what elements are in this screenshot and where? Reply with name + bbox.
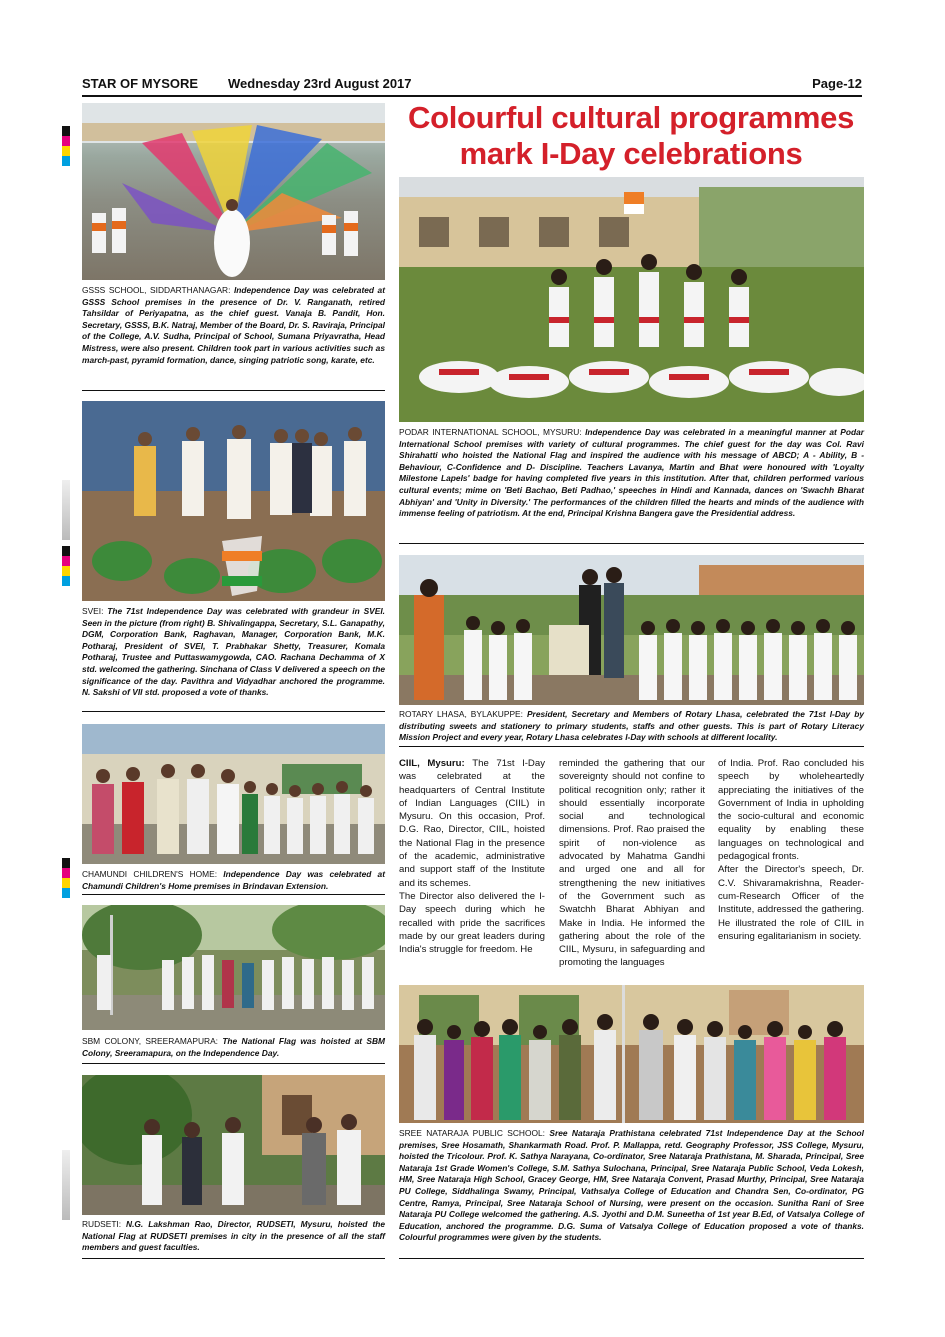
sbm-caption-rule	[82, 1063, 385, 1064]
rudseti-photo-art	[82, 1075, 385, 1215]
chamundi-caption-rule	[82, 894, 385, 895]
chamundi-caption: CHAMUNDI CHILDREN'S HOME: Independence Day was celebrated at Chamundi Children's Home premises in Brindavan Extension.	[82, 869, 386, 891]
chamundi-photo-art	[82, 724, 385, 864]
sree-nataraja-photo	[399, 985, 864, 1123]
headline-line-1: Colourful cultural programmes	[407, 100, 855, 135]
ciil-article-col-1	[399, 757, 545, 956]
ciil-article-col-3	[718, 757, 864, 943]
registration-marks-middle	[62, 546, 70, 586]
podar-photo-art	[399, 177, 864, 422]
svei-caption-rule	[82, 711, 385, 712]
sbm-photo-art	[82, 905, 385, 1030]
issue-date: Wednesday 23rd August 2017	[228, 76, 412, 91]
masthead-rule	[82, 95, 862, 97]
masthead	[82, 76, 862, 94]
headline-line-2: mark I-Day celebrations	[459, 136, 803, 171]
rudseti-caption-rule	[82, 1258, 385, 1259]
gray-scale-strip	[62, 480, 70, 540]
gray-scale-strip	[62, 1150, 70, 1220]
podar-caption-rule	[399, 543, 864, 544]
rotary-photo-art	[399, 555, 864, 705]
rotary-lhasa-photo	[399, 555, 864, 705]
podar-caption: PODAR INTERNATIONAL SCHOOL, MYSURU: Independence Day was celebrated in a meaningful manner at Podar International School premises with variety of cultural programmes. The chief guest for the day was Col. Ravi Shirahatti who hoisted the National Flag and inspired the audience with his message of ABCD; A - Ability, B - Behaviour, C-Confidence and D- Discipline. Teachers Lavanya, Martin and Bhat were honoured with 'Loyalty Milestone Lapels' badge for having completed five years in this institution. After that, children performed various cultural events; mime on 'Beti Bachao, Beti Padhao,' speeches in Hindi and Kannada, dances on 'Swachh Bharat Abhiyan' and 'Unity in Diversity.' The performances of the children filled the hearts and minds of the audience with immense feeling of patriotism. At the end, Principal Krishna Bangera gave the Presidential address.	[399, 427, 865, 519]
article-dateline: CIIL, Mysuru:	[399, 758, 473, 769]
svei-photo-art	[82, 401, 385, 601]
article-col-3-text: of India. Prof. Rao concluded his speech by wholeheartedly appreciating the initiatives of the Government of India in upholding the socio-cultural and economic equality by enabling these languages on technological and pedagogical fronts. After the Director's speech, Dr. C.V. Shivaramakrishna, Reader-cum-Research Officer of the Institute, addressed the gathering. He illustrated the role of CIIL in ensuring egalitarianism in society.	[718, 758, 864, 942]
ciil-article-col-2	[559, 757, 705, 970]
page-headline	[398, 100, 864, 172]
chamundi-group-photo	[82, 724, 385, 864]
article-col-2-text: reminded the gathering that our sovereignty should not confine to political recognition only; rather it should essentially incorporate social and technological dimensions. Prof. Rao praised the spirit of non-violence as advocated by Mahatma Gandhi and urged one and all for strengthening the new initiatives of the Government such as Swatchh Bharat Abhiyan and Make in India. He informed the gathering about the role of the CIIL, Mysuru, in safeguarding and promoting the languages	[559, 758, 705, 969]
rudseti-caption: RUDSETI: N.G. Lakshman Rao, Director, RUDSETI, Mysuru, hoisted the National Flag at RUDSETI premises in city in the presence of all the staff members and guest faculties.	[82, 1219, 386, 1253]
gsss-photo-art	[82, 103, 385, 280]
article-col-1-text: The 71st I-Day was celebrated at the headquarters of Central Institute of Indian Languages (CIIL) in Mysuru. On this occasion, Prof. D.G. Rao, Director, CIIL, hoisted the National Flag in the presence of the academic, administrative and support staff of the Institute and its schemes. The Director also delivered the I-Day speech during which he recalled with pride the sacrifices made by our great leaders during India's struggle for freedom. He	[399, 758, 545, 956]
registration-marks-top	[62, 126, 70, 166]
sbm-caption: SBM COLONY, SREERAMAPURA: The National Flag was hoisted at SBM Colony, Sreeramapura, on the Independence Day.	[82, 1036, 385, 1058]
rotary-caption-rule	[399, 746, 864, 747]
svei-flag-hoisting-photo	[82, 401, 385, 601]
sbm-colony-photo	[82, 905, 385, 1030]
gsss-caption: GSSS SCHOOL, SIDDARTHANAGAR: Independence Day was celebrated at GSSS School premises in the presence of Dr. V. Ranganath, retired Tahsildar of Periyapatna, as the chief guest. Vanaja B. Pandit, Hon. Secretary, GSSS, B.K. Natraj, Member of the Board, Dr. S. Raviraja, Principal of the College, A.V. Sudha, Principal of School, Sumana Priyavratha, Head Mistress, were also present. Children took part in various activities such as march-past, pyramid formation, dance, singing patriotic song, karate, etc.	[82, 285, 385, 365]
gsss-dance-photo	[82, 103, 385, 280]
registration-marks-bottom	[62, 858, 70, 898]
podar-dance-photo	[399, 177, 864, 422]
rudseti-photo	[82, 1075, 385, 1215]
nataraja-caption-rule	[399, 1258, 864, 1259]
publication-name: STAR OF MYSORE	[82, 76, 199, 91]
svei-caption: SVEI: The 71st Independence Day was celebrated with grandeur in SVEI. Seen in the picture (from right) B. Shivalingappa, Secretary, S.L. Ganapathy, DGM, Corporation Bank, Raghavan, Manager, Corporation Bank, M.K. Potharaj, President of SVEI, T. Prabhakar Shetty, Treasurer, Komala Potharaj, Trustee and Puttaswamygowda, CAO. Rachana Dechamma of X std. welcomed the gathering. Sinchana of Class V delivered a speech on the significance of the day. Pavithra and Vidyadhar anchored the programme. N. Sakshi of VII std. proposed a vote of thanks.	[82, 606, 385, 698]
nataraja-caption: SREE NATARAJA PUBLIC SCHOOL: Sree Nataraja Prathistana celebrated 71st Independence Day at the School premises, Sree Hosamath, Shankarmath Road. Prof. P. Mallappa, retd. Geography Professor, JSS College, Mysuru, hoisted the Tricolour. Prof. K. Sathya Narayana, Co-ordinator, Sree Nataraja Prathistana, M. Sharada, Principal, Sree Nataraja 1st Grade Women's College, S.M. Sathya Sulochana, Principal, Sree Nataraja Public School, Veda Lokesh, HM, Sree Nataraja High School, Gracey George, HM, Sree Nataraja Convent, Prasad Murthy, Principal, Sree Nataraja PU College, Siddhalinga Swamy, Principal, Vathsalya College of Education and Chandra Sen, Co-ordinator, PG Centre, Ramya, Principal, Sree Nataraja School of Nursing, were present on the occasion. Sunitha Rani of Sree Nataraja PU College welcomed the gathering. A.S. Jyothi and D.M. Suneetha of 1st year B.Ed, of Vatsalya College of Education, anchored the programme. D.G. Suma of Vatsalya College of Education proposed a vote of thanks. Colourful programmes were given by the students.	[399, 1128, 864, 1243]
page-number: Page-12	[812, 76, 862, 91]
nataraja-photo-art	[399, 985, 864, 1123]
rotary-caption: ROTARY LHASA, BYLAKUPPE: President, Secretary and Members of Rotary Lhasa, celebrated the 71st I-Day by distributing sweets and stationery to primary students, staffs and other guests. This is part of Rotary Literacy Mission Project and every year, Rotary Lhasa celebrates I-Day with schools at different locality.	[399, 709, 864, 743]
gsss-caption-rule	[82, 390, 385, 391]
